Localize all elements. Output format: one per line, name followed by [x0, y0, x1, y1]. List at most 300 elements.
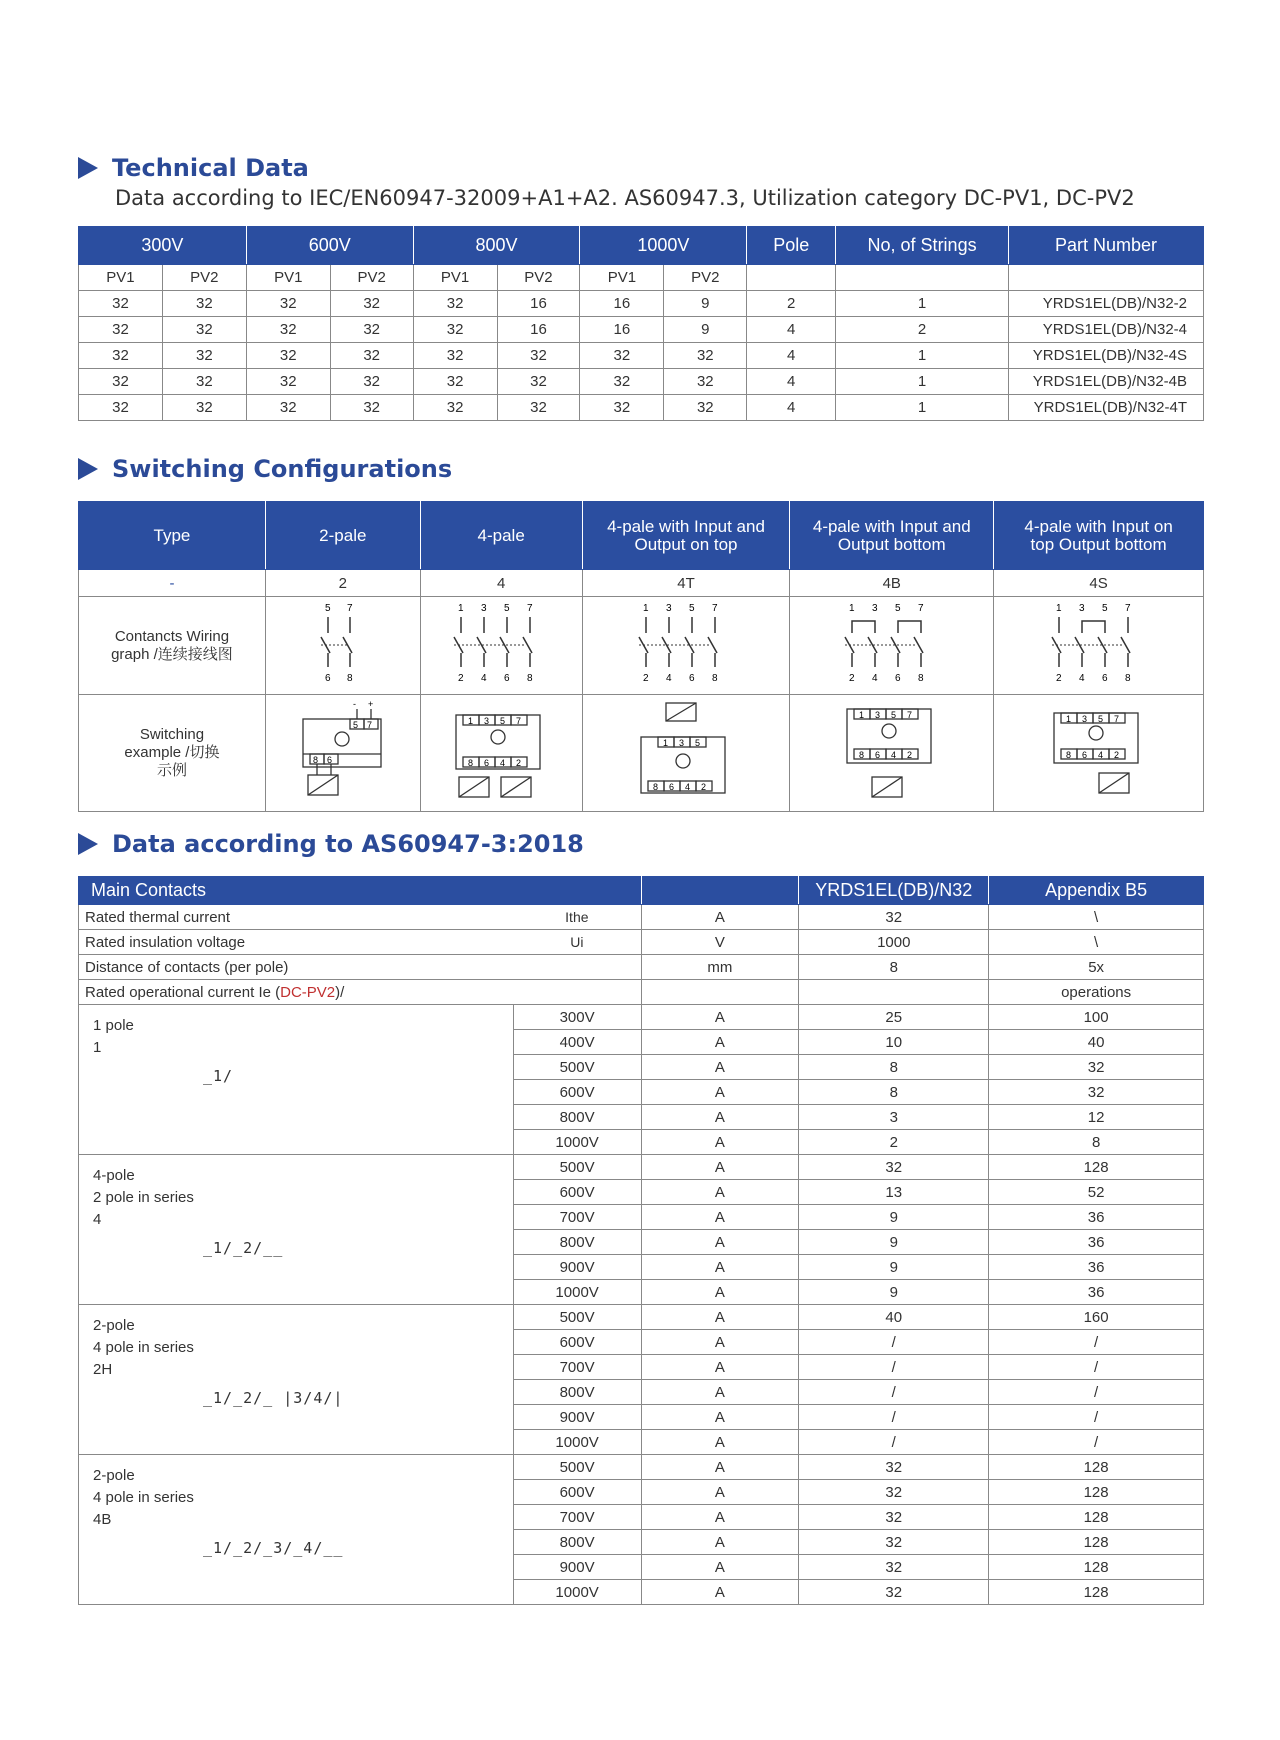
- voltage-cell: 800V: [513, 1230, 641, 1255]
- value-cell: A: [641, 1055, 799, 1080]
- tech-cell: 32: [330, 395, 413, 421]
- value-cell: A: [641, 1355, 799, 1380]
- contact-sketch: _1/: [203, 1067, 234, 1085]
- switch-header-cell: 4-pale with Input and Output bottom: [790, 502, 994, 570]
- voltage-cell: 1000V: [513, 1580, 641, 1605]
- svg-text:3: 3: [666, 602, 672, 614]
- svg-text:4: 4: [871, 672, 878, 684]
- value-cell: A: [641, 1005, 799, 1030]
- section-as60947-title: [78, 830, 584, 858]
- triangle-bullet-icon: [78, 833, 98, 855]
- value-cell: A: [641, 1330, 799, 1355]
- value-cell: A: [641, 1555, 799, 1580]
- value-cell: 52: [989, 1180, 1204, 1205]
- svg-text:1: 1: [1065, 713, 1071, 724]
- triangle-bullet-icon: [78, 458, 98, 480]
- svg-text:1: 1: [468, 715, 474, 726]
- value-cell: 128: [989, 1580, 1204, 1605]
- value-cell: 32: [799, 1455, 989, 1480]
- svg-text:7: 7: [712, 602, 718, 614]
- tech-cell: 32: [246, 395, 330, 421]
- svg-text:1: 1: [643, 602, 649, 614]
- value-cell: A: [641, 1155, 799, 1180]
- svg-text:1: 1: [848, 602, 855, 614]
- voltage-cell: 1000V: [513, 1430, 641, 1455]
- tech-cell: YRDS1EL(DB)/N32-4T: [1008, 395, 1203, 421]
- tech-cell: 32: [162, 343, 246, 369]
- svg-text:6: 6: [1081, 749, 1087, 760]
- tech-subheader-cell: PV1: [580, 265, 664, 291]
- operational-current-row: [79, 980, 1204, 1005]
- value-cell: /: [799, 1405, 989, 1430]
- tech-cell: 4: [747, 317, 836, 343]
- tech-cell: YRDS1EL(DB)/N32-4S: [1008, 343, 1203, 369]
- tech-cell: 1: [836, 369, 1009, 395]
- tech-cell: 32: [246, 343, 330, 369]
- svg-text:7: 7: [917, 602, 924, 614]
- tech-cell: 32: [162, 395, 246, 421]
- wiring-diagram-4s-icon: [1044, 599, 1154, 689]
- svg-text:5: 5: [1101, 602, 1108, 614]
- switching-example-4s: [994, 695, 1204, 812]
- group-line: 2 pole in series: [93, 1189, 194, 1206]
- value-cell: /: [989, 1330, 1204, 1355]
- group-description: [79, 1455, 514, 1605]
- operations-label: operations: [989, 980, 1204, 1005]
- svg-text:1: 1: [858, 709, 864, 720]
- switching-example-4: [420, 695, 582, 812]
- value-cell: 36: [989, 1255, 1204, 1280]
- value-cell: /: [989, 1405, 1204, 1430]
- value-cell: 3: [799, 1105, 989, 1130]
- switching-example-4t-icon: [636, 699, 736, 804]
- svg-text:4: 4: [500, 757, 506, 768]
- switch-code-cell: 4: [420, 570, 582, 597]
- switch-code-cell: -: [79, 570, 266, 597]
- svg-text:4: 4: [666, 672, 672, 684]
- tech-cell: 32: [79, 317, 163, 343]
- section-title: Switching Configurations: [112, 455, 453, 483]
- tech-cell: 1: [836, 343, 1009, 369]
- tech-cell: 32: [413, 395, 497, 421]
- svg-text:5: 5: [890, 709, 896, 720]
- info-label: Rated insulation voltage: [79, 930, 514, 955]
- value-cell: A: [641, 1505, 799, 1530]
- tech-cell: 32: [413, 317, 497, 343]
- switch-header-cell: 2-pale: [265, 502, 420, 570]
- svg-text:3: 3: [481, 602, 487, 614]
- svg-text:3: 3: [484, 715, 490, 726]
- tech-subheader-cell: PV1: [79, 265, 163, 291]
- svg-text:2: 2: [906, 749, 912, 760]
- value-cell: 40: [799, 1305, 989, 1330]
- svg-text:7: 7: [346, 602, 353, 614]
- svg-text:4: 4: [685, 781, 691, 792]
- wiring-graph-4b: [790, 597, 994, 695]
- value-cell: /: [799, 1430, 989, 1455]
- value-cell: A: [641, 1530, 799, 1555]
- value-cell: 36: [989, 1205, 1204, 1230]
- value-cell: 9: [799, 1205, 989, 1230]
- contact-sketch: _1/_2/__: [203, 1239, 284, 1257]
- svg-text:6: 6: [324, 672, 331, 684]
- tech-cell: 2: [836, 317, 1009, 343]
- group-description: [79, 1005, 514, 1155]
- switch-code-cell: 4S: [994, 570, 1204, 597]
- tech-cell: 4: [747, 395, 836, 421]
- group-line: 1 pole: [93, 1017, 134, 1034]
- as60947-data-table: [78, 876, 1204, 1605]
- voltage-cell: 900V: [513, 1255, 641, 1280]
- header-main-contacts: Main Contacts: [79, 877, 642, 905]
- svg-text:6: 6: [894, 672, 901, 684]
- value-cell: 32: [799, 1155, 989, 1180]
- value-cell: 128: [989, 1480, 1204, 1505]
- switching-example-label: Switching example /切换示例: [79, 695, 266, 812]
- table-row: [79, 1005, 1204, 1030]
- wiring-graph-2: [265, 597, 420, 695]
- tech-cell: 32: [246, 317, 330, 343]
- tech-cell: 32: [330, 291, 413, 317]
- value-cell: 128: [989, 1455, 1204, 1480]
- table-row: [79, 1155, 1204, 1180]
- wiring-graph-4s: [994, 597, 1204, 695]
- contact-sketch: _1/_2/_3/_4/__: [203, 1539, 344, 1557]
- switching-example-4t: [582, 695, 790, 812]
- svg-text:5: 5: [324, 602, 331, 614]
- group-description: [79, 1305, 514, 1455]
- tech-subheader-cell: PV2: [664, 265, 747, 291]
- value-cell: A: [641, 1255, 799, 1280]
- switching-example-4s-icon: [1049, 699, 1149, 804]
- value-cell: A: [641, 1230, 799, 1255]
- tech-cell: 32: [497, 395, 580, 421]
- voltage-cell: 1000V: [513, 1280, 641, 1305]
- tech-cell: 32: [79, 291, 163, 317]
- tech-cell: 16: [497, 291, 580, 317]
- value-cell: 100: [989, 1005, 1204, 1030]
- tech-cell: 1: [836, 291, 1009, 317]
- switching-example-2-icon: [298, 699, 388, 804]
- svg-text:6: 6: [326, 754, 332, 765]
- group-line: 4: [93, 1211, 102, 1228]
- svg-text:3: 3: [871, 602, 878, 614]
- value-cell: 8: [989, 1130, 1204, 1155]
- value-cell: A: [641, 1405, 799, 1430]
- tech-header-cell: 800V: [413, 227, 580, 265]
- switching-example-4b: [790, 695, 994, 812]
- svg-text:7: 7: [1124, 602, 1131, 614]
- switching-example-row: [79, 695, 1204, 812]
- value-cell: 32: [989, 1055, 1204, 1080]
- group-description: [79, 1155, 514, 1305]
- info-app: 5x: [989, 955, 1204, 980]
- tech-cell: 1: [836, 395, 1009, 421]
- tech-subheader-cell: PV2: [162, 265, 246, 291]
- operational-current-label: Rated operational current Ie (DC-PV2)/: [79, 980, 642, 1005]
- group-line: 4-pole: [93, 1167, 135, 1184]
- info-symbol: Ui: [513, 930, 641, 955]
- wiring-diagram-4-icon: [446, 599, 556, 689]
- value-cell: A: [641, 1380, 799, 1405]
- voltage-cell: 1000V: [513, 1130, 641, 1155]
- tech-header-cell: 300V: [79, 227, 247, 265]
- value-cell: 36: [989, 1280, 1204, 1305]
- svg-text:4: 4: [1078, 672, 1085, 684]
- section-switching-title: [78, 455, 452, 483]
- tech-header-cell: 600V: [246, 227, 413, 265]
- svg-text:+: +: [367, 698, 374, 709]
- tech-cell: 32: [580, 343, 664, 369]
- tech-cell: 32: [413, 291, 497, 317]
- tech-cell: 32: [497, 369, 580, 395]
- info-label: Distance of contacts (per pole): [79, 955, 514, 980]
- tech-cell: 32: [664, 395, 747, 421]
- value-cell: 32: [989, 1080, 1204, 1105]
- svg-text:5: 5: [695, 737, 701, 748]
- value-cell: 40: [989, 1030, 1204, 1055]
- group-line: 1: [93, 1039, 102, 1056]
- value-cell: /: [989, 1380, 1204, 1405]
- group-line: 2-pole: [93, 1467, 135, 1484]
- value-cell: 32: [799, 1530, 989, 1555]
- group-line: 4 pole in series: [93, 1339, 194, 1356]
- wiring-diagram-2-icon: [303, 599, 383, 689]
- svg-text:4: 4: [1097, 749, 1103, 760]
- wiring-diagram-4b-icon: [837, 599, 947, 689]
- header-model: YRDS1EL(DB)/N32: [799, 877, 989, 905]
- tech-cell: 32: [413, 369, 497, 395]
- voltage-cell: 600V: [513, 1080, 641, 1105]
- header-appendix: Appendix B5: [989, 877, 1204, 905]
- value-cell: 2: [799, 1130, 989, 1155]
- tech-cell: 16: [497, 317, 580, 343]
- value-cell: 25: [799, 1005, 989, 1030]
- svg-text:8: 8: [917, 672, 924, 684]
- value-cell: 128: [989, 1555, 1204, 1580]
- svg-text:8: 8: [1065, 749, 1071, 760]
- table-row: [79, 369, 1204, 395]
- svg-text:8: 8: [712, 672, 718, 684]
- info-app: \: [989, 905, 1204, 930]
- tech-cell: 32: [246, 291, 330, 317]
- info-app: \: [989, 930, 1204, 955]
- value-cell: 128: [989, 1155, 1204, 1180]
- wiring-diagram-4t-icon: [631, 599, 741, 689]
- value-cell: 8: [799, 1080, 989, 1105]
- svg-text:4: 4: [890, 749, 896, 760]
- switching-config-table: [78, 501, 1204, 812]
- value-cell: 128: [989, 1505, 1204, 1530]
- wiring-graph-4t: [582, 597, 790, 695]
- section-technical-data-title: [78, 154, 309, 182]
- value-cell: /: [799, 1380, 989, 1405]
- table-row: [79, 291, 1204, 317]
- tech-cell: 32: [79, 395, 163, 421]
- svg-text:8: 8: [346, 672, 353, 684]
- info-symbol: Ithe: [513, 905, 641, 930]
- value-cell: /: [799, 1330, 989, 1355]
- value-cell: A: [641, 1430, 799, 1455]
- tech-cell: 9: [664, 317, 747, 343]
- svg-text:3: 3: [1078, 602, 1085, 614]
- switch-header-cell: 4-pale with Input on top Output bottom: [994, 502, 1204, 570]
- tech-cell: 32: [664, 343, 747, 369]
- tech-cell: YRDS1EL(DB)/N32-4: [1008, 317, 1203, 343]
- svg-text:7: 7: [1113, 713, 1119, 724]
- value-cell: 160: [989, 1305, 1204, 1330]
- svg-text:8: 8: [527, 672, 533, 684]
- svg-text:1: 1: [1055, 602, 1062, 614]
- voltage-cell: 500V: [513, 1455, 641, 1480]
- tech-cell: 32: [580, 369, 664, 395]
- tech-table-header-row: [79, 227, 1204, 265]
- svg-text:2: 2: [848, 672, 855, 684]
- tech-cell: 9: [664, 291, 747, 317]
- tech-cell: 32: [162, 291, 246, 317]
- group-line: 2H: [93, 1361, 113, 1378]
- wiring-graph-label: Contancts Wiring graph /连续接线图: [79, 597, 266, 695]
- svg-text:6: 6: [484, 757, 490, 768]
- tech-cell: 4: [747, 369, 836, 395]
- info-unit: V: [641, 930, 799, 955]
- voltage-cell: 300V: [513, 1005, 641, 1030]
- voltage-cell: 900V: [513, 1405, 641, 1430]
- tech-cell: 32: [580, 395, 664, 421]
- voltage-cell: 500V: [513, 1305, 641, 1330]
- info-symbol: [513, 955, 641, 980]
- switch-code-cell: 2: [265, 570, 420, 597]
- wiring-graph-4: [420, 597, 582, 695]
- table-row: [79, 317, 1204, 343]
- svg-text:2: 2: [701, 781, 707, 792]
- svg-text:4: 4: [481, 672, 487, 684]
- switch-header-cell: 4-pale: [420, 502, 582, 570]
- svg-text:2: 2: [1113, 749, 1119, 760]
- tech-cell: 16: [580, 291, 664, 317]
- svg-text:2: 2: [458, 672, 464, 684]
- svg-text:3: 3: [874, 709, 880, 720]
- switch-table-header-row: [79, 502, 1204, 570]
- tech-table-subheader-row: [79, 265, 1204, 291]
- svg-text:8: 8: [468, 757, 474, 768]
- value-cell: 32: [799, 1505, 989, 1530]
- svg-text:2: 2: [1055, 672, 1062, 684]
- switching-example-2: [265, 695, 420, 812]
- tech-header-cell: Part Number: [1008, 227, 1203, 265]
- tech-subheader-cell: PV1: [413, 265, 497, 291]
- voltage-cell: 700V: [513, 1355, 641, 1380]
- value-cell: A: [641, 1030, 799, 1055]
- svg-text:5: 5: [504, 602, 510, 614]
- voltage-cell: 400V: [513, 1030, 641, 1055]
- svg-text:5: 5: [500, 715, 506, 726]
- svg-text:7: 7: [516, 715, 522, 726]
- voltage-cell: 800V: [513, 1105, 641, 1130]
- info-label: Rated thermal current: [79, 905, 514, 930]
- svg-text:5: 5: [1097, 713, 1103, 724]
- tech-cell: 32: [162, 317, 246, 343]
- table-row: [79, 343, 1204, 369]
- tech-cell: 32: [330, 343, 413, 369]
- value-cell: 32: [799, 1480, 989, 1505]
- tech-cell: YRDS1EL(DB)/N32-2: [1008, 291, 1203, 317]
- value-cell: A: [641, 1280, 799, 1305]
- voltage-cell: 600V: [513, 1330, 641, 1355]
- as-table-header-row: [79, 877, 1204, 905]
- info-val: 1000: [799, 930, 989, 955]
- tech-header-cell: No, of Strings: [836, 227, 1009, 265]
- value-cell: /: [989, 1355, 1204, 1380]
- value-cell: A: [641, 1180, 799, 1205]
- switch-code-cell: 4T: [582, 570, 790, 597]
- value-cell: 9: [799, 1280, 989, 1305]
- group-line: 4 pole in series: [93, 1489, 194, 1506]
- svg-text:1: 1: [458, 602, 464, 614]
- table-row: [79, 1305, 1204, 1330]
- tech-cell: 32: [330, 317, 413, 343]
- voltage-cell: 600V: [513, 1180, 641, 1205]
- wiring-graph-row: [79, 597, 1204, 695]
- tech-cell: 32: [664, 369, 747, 395]
- tech-cell: 2: [747, 291, 836, 317]
- voltage-cell: 500V: [513, 1155, 641, 1180]
- value-cell: /: [799, 1355, 989, 1380]
- switching-example-4-icon: [451, 699, 551, 804]
- svg-text:7: 7: [527, 602, 533, 614]
- section-title: Technical Data: [112, 154, 309, 182]
- contact-sketch: _1/_2/_ |3/4/|: [203, 1389, 344, 1407]
- value-cell: 9: [799, 1230, 989, 1255]
- svg-text:6: 6: [689, 672, 695, 684]
- value-cell: A: [641, 1305, 799, 1330]
- svg-text:5: 5: [689, 602, 695, 614]
- tech-cell: 32: [497, 343, 580, 369]
- tech-cell: 16: [580, 317, 664, 343]
- tech-cell: 4: [747, 343, 836, 369]
- table-row: [79, 955, 1204, 980]
- switch-header-cell: Type: [79, 502, 266, 570]
- tech-cell: 32: [162, 369, 246, 395]
- switch-code-cell: 4B: [790, 570, 994, 597]
- svg-text:8: 8: [653, 781, 659, 792]
- voltage-cell: 800V: [513, 1380, 641, 1405]
- svg-text:3: 3: [679, 737, 685, 748]
- tech-cell: 32: [246, 369, 330, 395]
- info-unit: mm: [641, 955, 799, 980]
- table-row: [79, 930, 1204, 955]
- table-row: [79, 1455, 1204, 1480]
- header-unit: [641, 877, 799, 905]
- value-cell: 128: [989, 1530, 1204, 1555]
- switch-table-code-row: [79, 570, 1204, 597]
- svg-text:5: 5: [352, 719, 358, 730]
- tech-subheader-cell: PV2: [330, 265, 413, 291]
- technical-data-subtitle: Data according to IEC/EN60947-32009+A1+A2. AS60947.3, Utilization category DC-PV1, DC-PV2: [115, 186, 1135, 210]
- svg-text:8: 8: [312, 754, 318, 765]
- svg-text:7: 7: [906, 709, 912, 720]
- value-cell: 32: [799, 1555, 989, 1580]
- info-val: 32: [799, 905, 989, 930]
- value-cell: /: [989, 1430, 1204, 1455]
- value-cell: A: [641, 1455, 799, 1480]
- tech-cell: 32: [413, 343, 497, 369]
- tech-header-cell: Pole: [747, 227, 836, 265]
- svg-text:8: 8: [858, 749, 864, 760]
- tech-cell: 32: [79, 343, 163, 369]
- svg-text:-: -: [352, 698, 356, 709]
- tech-header-cell: 1000V: [580, 227, 747, 265]
